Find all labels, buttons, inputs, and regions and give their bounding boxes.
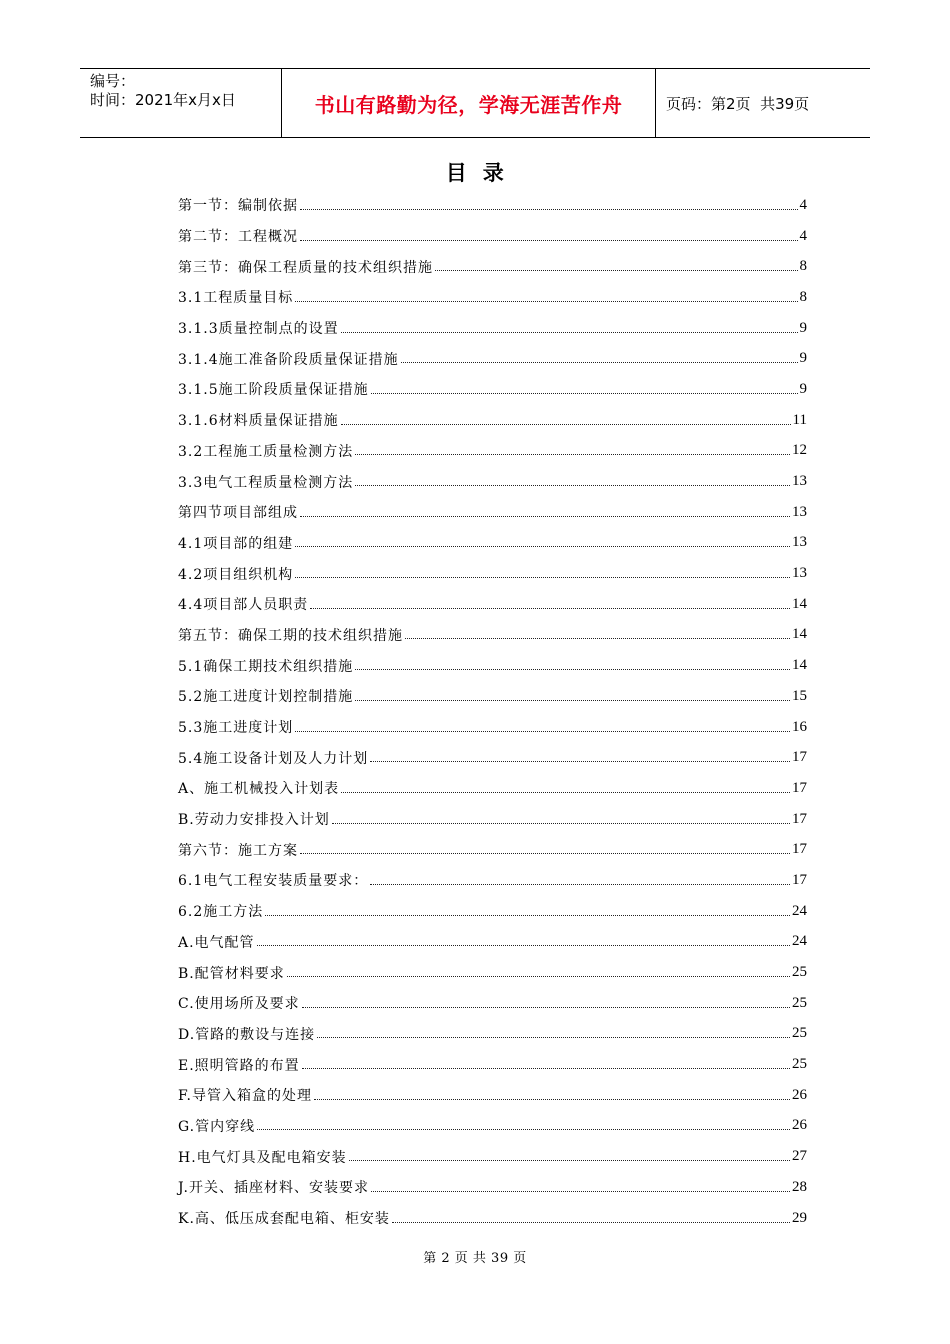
- toc-dot-leader: [371, 393, 798, 394]
- toc-entry-page: 26: [792, 1117, 807, 1134]
- toc-entry-page: 24: [792, 902, 807, 919]
- toc-entry-page: 27: [792, 1148, 807, 1165]
- toc-entry[interactable]: [178, 221, 807, 252]
- toc-entry-page: 29: [792, 1209, 807, 1226]
- toc-dot-leader: [355, 669, 790, 670]
- toc-dot-leader: [302, 1068, 790, 1069]
- toc-entry[interactable]: [178, 742, 807, 773]
- toc-entry-label: 第五节：确保工期的技术组织措施: [178, 627, 403, 644]
- toc-entry-page: 11: [792, 411, 807, 428]
- toc-entry-label: 4.2项目组织机构: [178, 566, 294, 583]
- toc-entry[interactable]: [178, 282, 807, 313]
- toc-dot-leader: [355, 454, 790, 455]
- toc-entry-page: 12: [792, 442, 807, 459]
- toc-entry[interactable]: [178, 681, 807, 712]
- toc-entry[interactable]: [178, 343, 807, 374]
- toc-entry-page: 14: [792, 626, 807, 643]
- toc-dot-leader: [349, 1160, 790, 1161]
- toc-dot-leader: [371, 1191, 790, 1192]
- page-footer: [0, 1247, 950, 1266]
- toc-entry[interactable]: [178, 589, 807, 620]
- document-number-label: 编号：: [90, 72, 136, 90]
- toc-dot-leader: [257, 945, 790, 946]
- header-left-cell: [80, 69, 282, 137]
- toc-dot-leader: [300, 853, 790, 854]
- toc-dot-leader: [310, 608, 790, 609]
- toc-entry[interactable]: [178, 466, 807, 497]
- toc-entry-page: 13: [792, 534, 807, 551]
- toc-dot-leader: [257, 1129, 790, 1130]
- document-date: 时间：2021年x月x日: [90, 91, 236, 109]
- toc-entry-page: 14: [792, 657, 807, 674]
- toc-dot-leader: [341, 424, 791, 425]
- toc-entry-label: G.管内穿线: [178, 1118, 256, 1135]
- toc-entry-label: 5.4施工设备计划及人力计划: [178, 750, 369, 767]
- header-page-info-cell: [656, 69, 870, 137]
- toc-dot-leader: [317, 1037, 790, 1038]
- toc-entry-page: 4: [799, 227, 807, 244]
- toc-entry-page: 15: [792, 687, 807, 704]
- toc-entry-page: 25: [792, 994, 807, 1011]
- toc-dot-leader: [300, 516, 790, 517]
- header-motto: 书山有路勤为径，学海无涯苦作舟: [282, 69, 656, 137]
- toc-dot-leader: [370, 761, 790, 762]
- toc-entry-page: 9: [799, 319, 807, 336]
- toc-entry-label: 第二节：工程概况: [178, 229, 298, 246]
- page-header: [80, 68, 870, 138]
- toc-entry-label: 第一节：编制依据: [178, 198, 298, 215]
- toc-entry-label: K.高、低压成套配电箱、柜安装: [178, 1211, 390, 1228]
- toc-entry-page: 28: [792, 1178, 807, 1195]
- toc-entry-label: 5.2施工进度计划控制措施: [178, 689, 354, 706]
- toc-entry-label: 3.1.6材料质量保证措施: [178, 413, 339, 430]
- toc-entry-page: 9: [799, 380, 807, 397]
- toc-entry-page: 13: [792, 473, 807, 490]
- toc-entry-page: 26: [792, 1086, 807, 1103]
- toc-entry[interactable]: [178, 865, 807, 896]
- toc-dot-leader: [287, 976, 790, 977]
- toc-entry-label: 6.1电气工程安装质量要求：: [178, 873, 369, 890]
- toc-entry-label: 第三节：确保工程质量的技术组织措施: [178, 259, 433, 276]
- toc-entry[interactable]: [178, 620, 807, 651]
- toc-entry[interactable]: [178, 374, 807, 405]
- toc-entry-page: 13: [792, 503, 807, 520]
- toc-entry[interactable]: [178, 190, 807, 221]
- toc-entry[interactable]: [178, 804, 807, 835]
- toc-entry-label: B.配管材料要求: [178, 965, 285, 982]
- toc-entry-page: 13: [792, 565, 807, 582]
- toc-dot-leader: [332, 823, 790, 824]
- toc-entry[interactable]: [178, 497, 807, 528]
- toc-dot-leader: [401, 362, 798, 363]
- toc-entry-label: 3.1.4施工准备阶段质量保证措施: [178, 351, 399, 368]
- footer-page-number: 第 2 页 共 39 页: [423, 1251, 527, 1266]
- toc-dot-leader: [405, 638, 790, 639]
- toc-entry-label: 3.1工程质量目标: [178, 290, 294, 307]
- toc-entry[interactable]: [178, 1203, 807, 1234]
- toc-dot-leader: [314, 1099, 790, 1100]
- toc-entry-page: 16: [792, 718, 807, 735]
- toc-entry[interactable]: [178, 1111, 807, 1142]
- toc-entry-label: 4.1项目部的组建: [178, 535, 294, 552]
- toc-entry-page: 17: [792, 749, 807, 766]
- toc-dot-leader: [435, 270, 798, 271]
- toc-dot-leader: [370, 884, 790, 885]
- toc-entry-label: 5.1确保工期技术组织措施: [178, 658, 354, 675]
- toc-entry-page: 4: [799, 196, 807, 213]
- toc-entry[interactable]: [178, 558, 807, 589]
- toc-entry[interactable]: [178, 712, 807, 743]
- toc-entry[interactable]: [178, 1049, 807, 1080]
- toc-entry-page: 25: [792, 1025, 807, 1042]
- toc-entry-label: 3.2工程施工质量检测方法: [178, 443, 354, 460]
- toc-dot-leader: [302, 1007, 790, 1008]
- toc-entry-label: 4.4项目部人员职责: [178, 597, 309, 614]
- toc-entry-label: B.劳动力安排投入计划: [178, 812, 330, 829]
- toc-entry[interactable]: [178, 650, 807, 681]
- toc-dot-leader: [355, 700, 790, 701]
- toc-entry[interactable]: [178, 773, 807, 804]
- toc-dot-leader: [341, 332, 798, 333]
- toc-entry-label: 3.1.5施工阶段质量保证措施: [178, 382, 369, 399]
- toc-entry-page: 14: [792, 595, 807, 612]
- toc-entry[interactable]: [178, 528, 807, 559]
- toc-dot-leader: [355, 485, 790, 486]
- toc-entry[interactable]: [178, 405, 807, 436]
- toc-entry[interactable]: [178, 957, 807, 988]
- toc-entry-label: 第六节：施工方案: [178, 842, 298, 859]
- toc-entry[interactable]: [178, 1080, 807, 1111]
- toc-dot-leader: [300, 209, 798, 210]
- toc-entry[interactable]: [178, 1141, 807, 1172]
- toc-entry-label: E.照明管路的布置: [178, 1057, 300, 1074]
- toc-entry-label: 6.2施工方法: [178, 904, 264, 921]
- toc-entry[interactable]: [178, 313, 807, 344]
- toc-entry-page: 8: [799, 288, 807, 305]
- toc-entry[interactable]: [178, 834, 807, 865]
- toc-entry[interactable]: [178, 1172, 807, 1203]
- toc-entry-label: C.使用场所及要求: [178, 996, 300, 1013]
- toc-entry-label: 5.3施工进度计划: [178, 720, 294, 737]
- toc-dot-leader: [295, 546, 790, 547]
- toc-entry-label: 3.1.3质量控制点的设置: [178, 321, 339, 338]
- toc-entry-label: A、施工机械投入计划表: [178, 781, 340, 798]
- toc-entry-label: 3.3电气工程质量检测方法: [178, 474, 354, 491]
- toc-entry-page: 9: [799, 350, 807, 367]
- header-page-info: 页码：第2页 共39页: [666, 94, 810, 113]
- toc-dot-leader: [295, 577, 790, 578]
- toc-entry-page: 17: [792, 810, 807, 827]
- toc-entry-label: D.管路的敷设与连接: [178, 1026, 316, 1043]
- toc-entry-page: 24: [792, 933, 807, 950]
- toc-entry[interactable]: [178, 251, 807, 282]
- toc-entry-label: A.电气配管: [178, 934, 255, 951]
- toc-dot-leader: [265, 915, 790, 916]
- toc-entry[interactable]: [178, 896, 807, 927]
- toc-entry-page: 8: [799, 258, 807, 275]
- toc-dot-leader: [295, 301, 797, 302]
- toc-title: 目 录: [445, 160, 505, 185]
- toc-entry-label: F.导管入箱盒的处理: [178, 1088, 312, 1105]
- toc-entry-page: 25: [792, 964, 807, 981]
- toc-entry[interactable]: [178, 927, 807, 958]
- toc-entry-page: 25: [792, 1056, 807, 1073]
- toc-entry-label: J.开关、插座材料、安装要求: [178, 1180, 369, 1197]
- toc-entry-page: 17: [792, 871, 807, 888]
- toc-entry-label: 第四节项目部组成: [178, 505, 298, 522]
- toc-dot-leader: [295, 731, 790, 732]
- toc-entry[interactable]: [178, 436, 807, 467]
- toc-dot-leader: [300, 240, 798, 241]
- toc-dot-leader: [392, 1222, 790, 1223]
- toc-entry-page: 17: [792, 779, 807, 796]
- toc-entry[interactable]: [178, 988, 807, 1019]
- table-of-contents: [178, 190, 807, 1233]
- toc-entry[interactable]: [178, 1019, 807, 1050]
- toc-entry-page: 17: [792, 841, 807, 858]
- toc-dot-leader: [341, 792, 790, 793]
- toc-entry-label: H.电气灯具及配电箱安装: [178, 1149, 347, 1166]
